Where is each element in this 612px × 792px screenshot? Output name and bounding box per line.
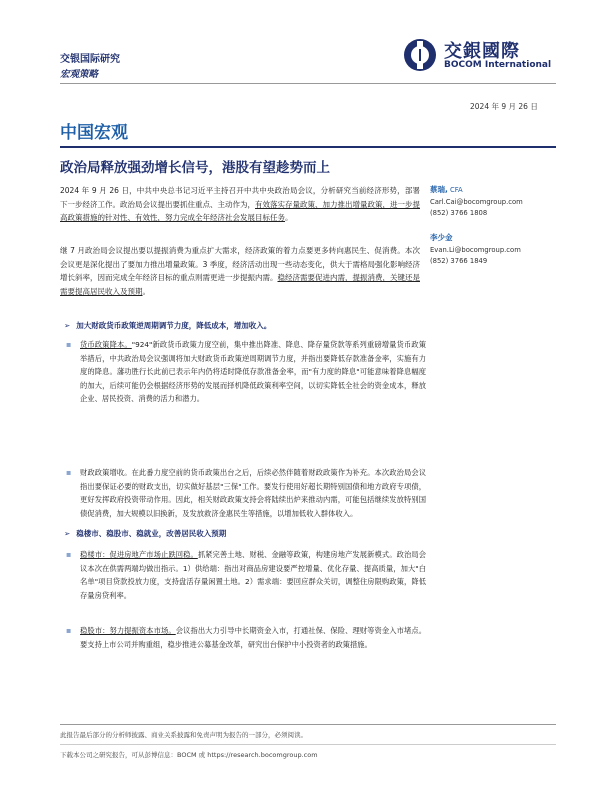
analyst-cert: CFA bbox=[450, 186, 463, 194]
analyst-phone: (852) 3766 1849 bbox=[430, 257, 488, 265]
list-item bbox=[66, 624, 427, 651]
analyst-email[interactable]: Carl.Cai@bocomgroup.com bbox=[430, 197, 523, 206]
chevron-right-icon: ➢ bbox=[64, 321, 71, 330]
list-item bbox=[66, 548, 427, 602]
analyst-phone: (852) 3766 1808 bbox=[430, 209, 488, 217]
report-category: 宏观策略 bbox=[60, 69, 99, 80]
section-heading-text: 稳楼市、稳股市、稳就业，改善居民收入预期 bbox=[76, 529, 227, 538]
footer-divider bbox=[60, 724, 556, 725]
analyst-name: 蔡瑞, bbox=[430, 185, 448, 194]
item-lead: 货币政策降本。 bbox=[80, 340, 132, 349]
chevron-right-icon: ➢ bbox=[64, 529, 71, 538]
logo-english-name: BOCOM International bbox=[444, 60, 552, 70]
logo-chinese-name: 交銀國際 bbox=[444, 41, 520, 62]
intro-p2-text: 继 7 月政治局会议提出要以提振消费为重点扩大需求，经济政策的着力点要更多转向惠民生、促消费。本次会议更是深化提出了要加力推出增量政策。3 季度，经济活动出现一些动态变化，供大于需格局强化影响经济增长斜率，因而完成全年经济目标的重点则需更进一步提振内需。 bbox=[60, 246, 420, 282]
firm-research-label: 交银国际研究 bbox=[60, 54, 120, 65]
item-lead: 稳股市：努力提振资本市场。 bbox=[80, 626, 176, 635]
bullet-icon: ▪ bbox=[66, 626, 72, 635]
intro-p2-underlined: 稳经济需要促进内需，提振消费，关键还是需要提高居民收入及预期 bbox=[60, 273, 420, 296]
item-lead: 稳楼市：促进房地产市场止跌回稳。 bbox=[80, 550, 198, 559]
section-heading-2 bbox=[64, 528, 226, 539]
intro-p1-underlined: 有效落实存量政策、加力推出增量政策，进一步提高政策措施的针对性、有效性，努力完成全年经济社会发展目标任务 bbox=[60, 199, 420, 222]
intro-p1-end: 。 bbox=[285, 213, 293, 222]
analyst-email[interactable]: Evan.Li@bocomgroup.com bbox=[430, 245, 521, 254]
section-heading-text: 加大财政货币政策逆周期调节力度，降低成本，增加收入。 bbox=[76, 321, 272, 330]
footer-divider bbox=[60, 744, 556, 745]
list-item bbox=[66, 338, 427, 406]
intro-paragraph-1 bbox=[60, 184, 420, 225]
bocom-logo-icon bbox=[402, 37, 438, 73]
report-headline: 政治局释放强劲增长信号，港股有望趁势而上 bbox=[60, 160, 330, 176]
intro-p1-text: 2024 年 9 月 26 日，中共中央总书记习近平主持召开中共中央政治局会议，分析研究当前经济形势，部署下一步经济工作。政治局会议提出要抓住重点、主动作为， bbox=[60, 186, 420, 209]
section-title: 中国宏观 bbox=[60, 123, 128, 143]
item-text: 会议指出大力引导中长期资金入市，打通社保、保险、理财等资金入市堵点。要支持上市公司并购重组，稳步推进公募基金改革，研究出台保护中小投资者的政策措施。 bbox=[80, 626, 427, 649]
list-item bbox=[66, 466, 426, 520]
analyst-card bbox=[430, 232, 521, 268]
footer-disclaimer: 此报告最后部分的分析师披露、商业关系披露和免责声明为报告的一部分，必须阅读。 bbox=[60, 731, 307, 739]
bullet-icon: ▪ bbox=[66, 468, 72, 477]
section-heading-1 bbox=[64, 320, 271, 331]
intro-paragraph-2 bbox=[60, 244, 420, 298]
analyst-card bbox=[430, 184, 523, 220]
title-divider bbox=[60, 146, 556, 148]
intro-p2-end: 。 bbox=[142, 286, 150, 296]
analyst-name: 李少金 bbox=[430, 233, 453, 242]
bullet-icon: ▪ bbox=[66, 550, 72, 559]
bullet-icon: ▪ bbox=[66, 340, 72, 349]
report-date: 2024 年 9 月 26 日 bbox=[470, 102, 538, 111]
item-text: "924"新政货币政策力度空前，集中推出降准、降息、降存量贷款等系列重磅增量货币政策举措后，中共政治局会议强调将加大财政货币政策逆周期调节力度，并指出要降低存款准备金率，实施有力度的降息。藩功胜行长此前已表示年内仍将适时降低存款准备金率，而"有力度的降息"可能意味着降息幅度的加大，后续可能仍会根据经济形势的发展而择机降低政策利率空间，以切实降低全社会的资金成本，释放企业、居民投资、消费的活力和潜力。 bbox=[80, 340, 427, 403]
footer-download-info[interactable]: 下载本公司之研究报告，可从彭博信息：BOCM 或 https://research.bocomgroup.com bbox=[60, 751, 318, 759]
item-text: 抓紧完善土地、财税、金融等政策，构建房地产发展新模式。政治局会议本次在供需两端均做出指示。1）供给端：指出对商品房建设要严控增量、优化存量、提高质量，加大"白名单"项目贷款投放力度，支持盘活存量闲置土地。2）需求端：要回应群众关切，调整住房限购政策，降低存量房贷利率。 bbox=[80, 550, 427, 600]
header-divider bbox=[60, 83, 556, 84]
item-text: 财政政策增收。在此番力度空前的货币政策出台之后，后续必然伴随着财政政策作为补充。本次政治局会议指出要保证必要的财政支出，切实做好基层"三保"工作。要发行使用好超长期特别国债和地方政府专项债，更好发挥政府投资带动作用。因此，相关财政政策支持会将陆续出炉来推动内需，可能包括继续发放特别国债促消费，加大规模以旧换新，及发放救济金惠民生等措施，以增加低收入群体收入。 bbox=[80, 468, 426, 518]
